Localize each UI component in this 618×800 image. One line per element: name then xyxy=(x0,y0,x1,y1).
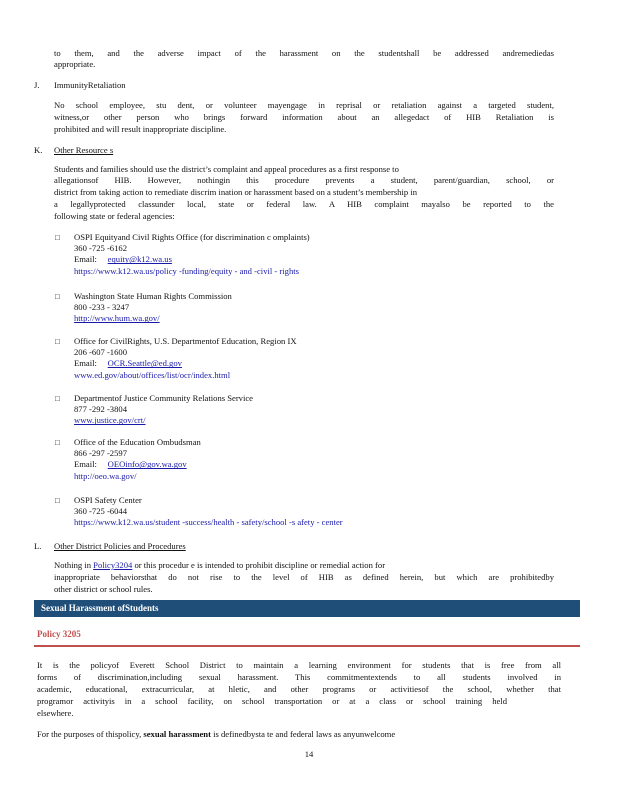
section-l-title: Other District Policies and Procedures xyxy=(54,541,186,551)
policy-line-4: programor activityis in a school facility, on school transportation or at a class or school training held xyxy=(37,696,507,706)
section-k-line-5: following state or federal agencies: xyxy=(54,211,175,221)
policy-3204-link[interactable]: Policy3204 xyxy=(93,560,133,570)
resource-link[interactable]: http://www.hum.wa.gov/ xyxy=(74,313,160,324)
section-k-line-1: Students and families should use the district’s complaint and appeal procedures as a first response to xyxy=(54,164,399,174)
email-label: Email: xyxy=(74,254,97,265)
purpose-text: For the purposes of thispolicy, xyxy=(37,729,142,739)
section-j-title: ImmunityRetaliation xyxy=(54,80,126,90)
resource-link[interactable]: www.ed.gov/about/offices/list/ocr/index.html xyxy=(74,369,231,380)
section-l-text: or this procedur e is intended to prohibit discipline or remedial action for xyxy=(134,560,386,570)
resource-name: Washington State Human Rights Commission xyxy=(74,291,232,301)
resource-phone: 800 -233 - 3247 xyxy=(74,302,130,313)
section-k-line-4: a legallyprotected classunder local, state or federal law. A HIB complaint mayalso be reported to the xyxy=(54,199,554,209)
section-l-line-3: other district or school rules. xyxy=(54,584,153,594)
resource-name: Departmentof Justice Community Relations Service xyxy=(74,393,254,403)
section-j-letter: J. xyxy=(34,80,40,90)
resource-phone: 877 -292 -3804 xyxy=(74,404,127,415)
email-link[interactable]: equity@k12.wa.us xyxy=(107,254,172,265)
bullet-icon: □ xyxy=(55,496,60,505)
resource-item xyxy=(74,393,554,427)
email-link[interactable]: OCR.Seattle@ed.gov xyxy=(107,358,182,369)
resource-link[interactable]: http://oeo.wa.gov/ xyxy=(74,470,137,481)
purpose-text: is definedbysta te and federal laws as anyunwelcome xyxy=(213,729,396,739)
section-j-line-2: witness,or other person who brings forward information about an allegedact of HIB Retaliation is xyxy=(54,112,554,122)
resource-link[interactable]: https://www.k12.wa.us/policy -funding/equity - and -civil - rights xyxy=(74,265,299,276)
purpose-line xyxy=(37,729,561,740)
bullet-icon: □ xyxy=(55,292,60,301)
intro-line-2: appropriate. xyxy=(54,59,96,69)
resource-email-row xyxy=(74,358,554,369)
policy-line-1: It is the policyof Everett School District to maintain a learning environment for students that is free from all xyxy=(37,660,561,670)
section-j-line-1: No school employee, stu dent, or volunteer mayengage in reprisal or retaliation against a targeted student, xyxy=(54,100,554,110)
section-k-title: Other Resource s xyxy=(54,145,114,155)
resource-item xyxy=(74,495,554,529)
resource-phone: 206 -607 -1600 xyxy=(74,347,127,358)
resource-email-row xyxy=(74,459,554,470)
resource-link[interactable]: www.justice.gov/crt/ xyxy=(74,415,146,426)
section-l-line-1 xyxy=(54,560,554,571)
resource-name: OSPI Equityand Civil Rights Office (for discrimination c omplaints) xyxy=(74,232,310,242)
email-label: Email: xyxy=(74,358,97,369)
section-header-bar: Sexual Harassment ofStudents xyxy=(34,600,580,617)
resource-phone: 360 -725 -6162 xyxy=(74,243,127,254)
resource-link[interactable]: https://www.k12.wa.us/student -success/health - safety/school -s afety - center xyxy=(74,517,343,528)
section-l-text: Nothing in xyxy=(54,560,92,570)
policy-line-3: academic, educational, extracurricular, at hletic, and other programs or activitiesof the school, whether that xyxy=(37,684,561,694)
resource-name: OSPI Safety Center xyxy=(74,495,142,505)
resource-item xyxy=(74,232,554,277)
section-l-letter: L. xyxy=(34,541,42,551)
policy-line-2: forms of discrimination,including sexual harassment. This commitmentextends to all students involved in xyxy=(37,672,561,682)
resource-name: Office for CivilRights, U.S. Departmentof Education, Region IX xyxy=(74,336,297,346)
bullet-icon: □ xyxy=(55,337,60,346)
resource-item xyxy=(74,336,554,381)
resource-item xyxy=(74,437,554,482)
policy-line-5: elsewhere. xyxy=(37,708,74,718)
resource-email-row xyxy=(74,254,554,265)
resource-phone: 866 -297 -2597 xyxy=(74,448,127,459)
section-l-line-2: inappropriate behaviorsthat do not rise to the level of HIB as defined herein, but which are prohibitedby xyxy=(54,572,554,582)
page-number: 14 xyxy=(304,749,314,759)
bullet-icon: □ xyxy=(55,394,60,403)
bullet-icon: □ xyxy=(55,233,60,242)
intro-line-1: to them, and the adverse impact of the harassment on the studentshall be addressed andremediedas xyxy=(54,48,554,58)
resource-name: Office of the Education Ombudsman xyxy=(74,437,201,447)
resource-item xyxy=(74,291,554,325)
resource-phone: 360 -725 -6044 xyxy=(74,506,127,517)
email-label: Email: xyxy=(74,459,97,470)
sexual-harassment-term: sexual harassment xyxy=(143,729,211,739)
section-k-line-3: district from taking action to remediate discrim ination or harassment based on a student’s membership in xyxy=(54,187,417,197)
policy-heading: Policy 3205 xyxy=(37,629,81,639)
bullet-icon: □ xyxy=(55,438,60,447)
email-link[interactable]: OEOinfo@gov.wa.gov xyxy=(107,459,187,470)
section-k-line-2: allegationsof HIB. However, nothingin this procedure prevents a student, parent/guardian, school, or xyxy=(54,175,554,185)
section-j-line-3: prohibited and will result inappropriate discipline. xyxy=(54,124,227,134)
divider xyxy=(34,645,580,647)
section-k-letter: K. xyxy=(34,145,43,155)
